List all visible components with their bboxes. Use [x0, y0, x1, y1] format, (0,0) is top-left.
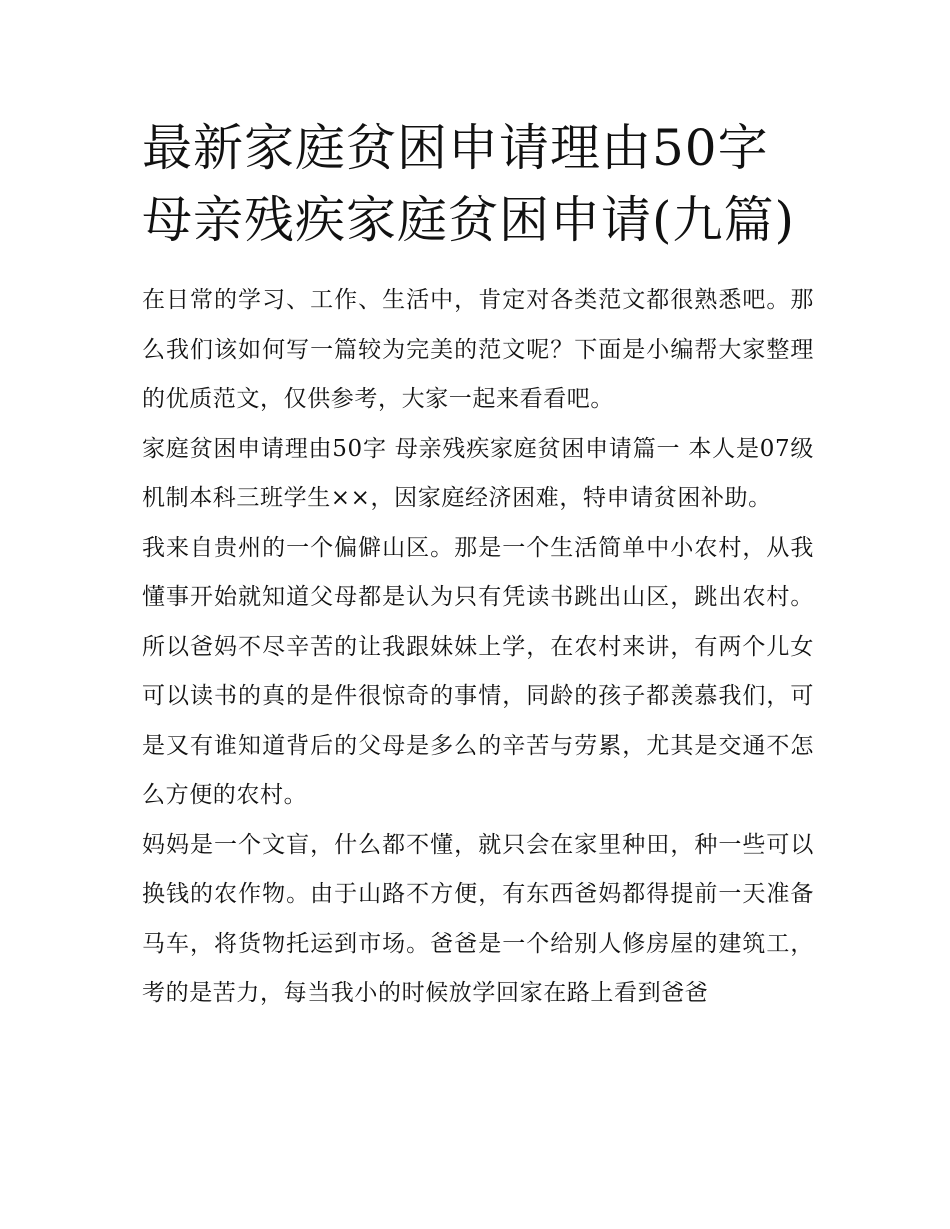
title-line-1: 最新家庭贫困申请理由50字: [142, 119, 769, 177]
document-title: [142, 112, 822, 256]
paragraph-family: 妈妈是一个文盲，什么都不懂，就只会在家里种田，种一些可以换钱的农作物。由于山路不方便，有东西爸妈都得提前一天准备马车，将货物托运到市场。爸爸是一个给别人修房屋的建筑工，考的是苦力，每当我小的时候放学回家在路上看到爸爸: [142, 831, 814, 1006]
document-body: [142, 276, 814, 1019]
paragraph-intro: 在日常的学习、工作、生活中，肯定对各类范文都很熟悉吧。那么我们该如何写一篇较为完美的范文呢？下面是小编帮大家整理的优质范文，仅供参考，大家一起来看看吧。: [142, 287, 814, 412]
paragraph-background: 我来自贵州的一个偏僻山区。那是一个生活简单中小农村，从我懂事开始就知道父母都是认为只有凭读书跳出山区，跳出农村。所以爸妈不尽辛苦的让我跟妹妹上学，在农村来讲，有两个儿女可以读书的真的是件很惊奇的事情，同龄的孩子都羡慕我们，可是又有谁知道背后的父母是多么的辛苦与劳累，尤其是交通不怎么方便的农村。: [142, 534, 814, 808]
title-line-2: 母亲残疾家庭贫困申请(九篇): [142, 191, 796, 249]
paragraph-applicant: 家庭贫困申请理由50字 母亲残疾家庭贫困申请篇一 本人是07级机制本科三班学生××，因家庭经济困难，特申请贫困补助。: [142, 435, 814, 511]
